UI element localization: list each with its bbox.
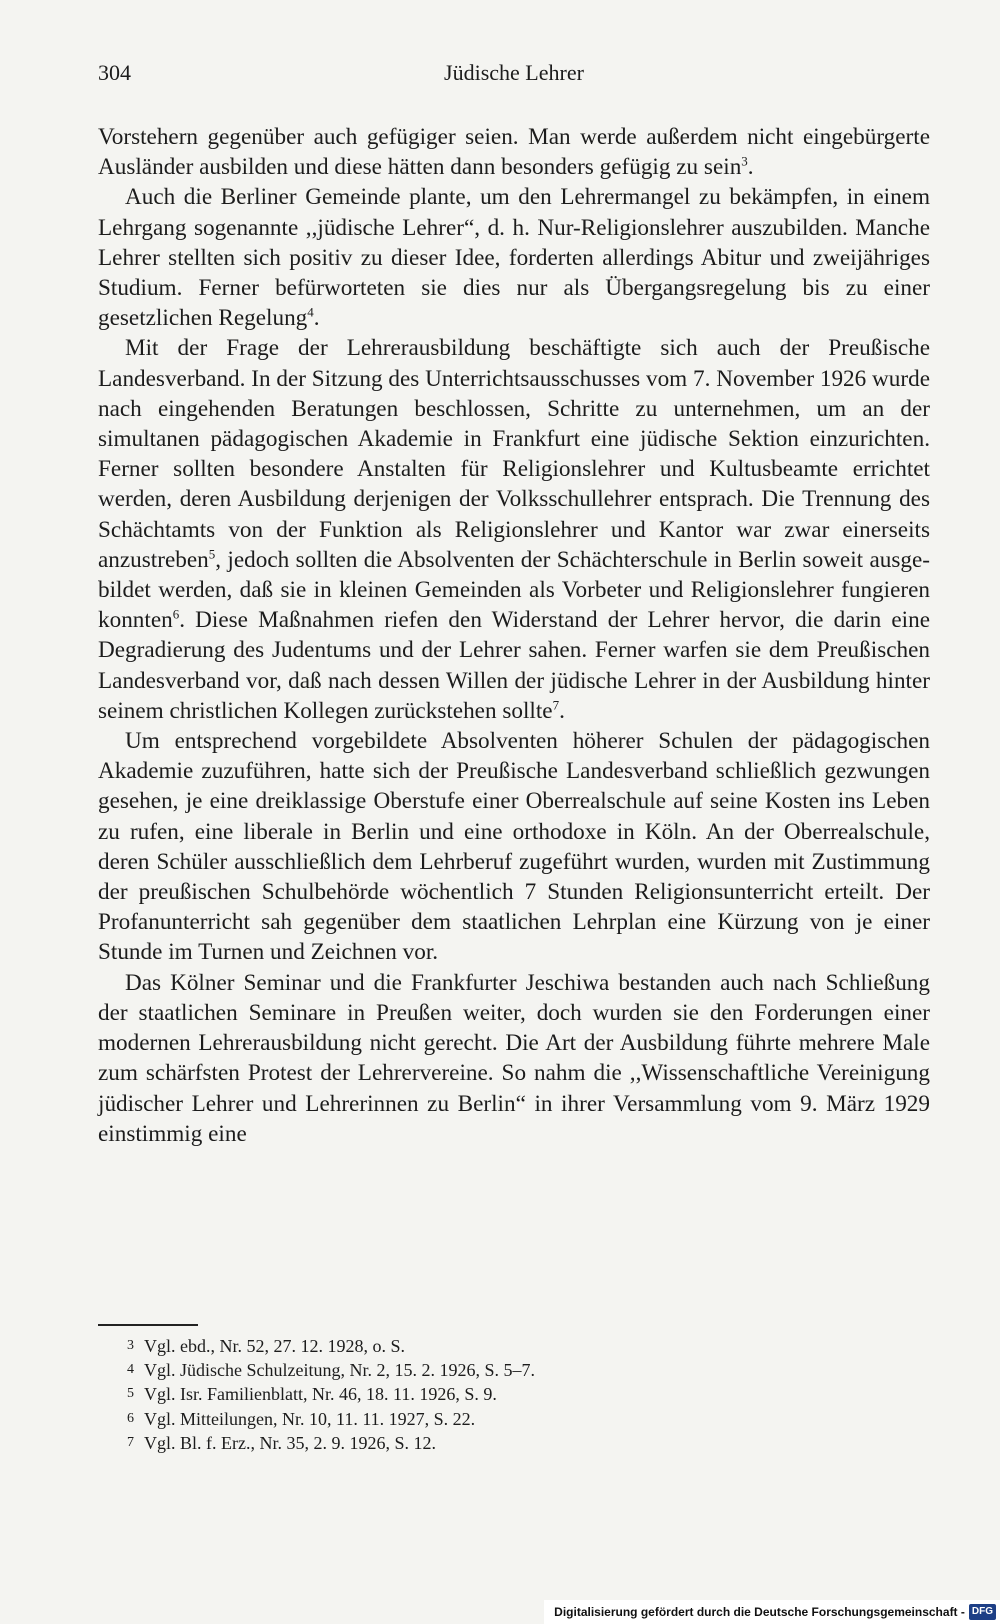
body-text	[98, 122, 930, 1149]
footnote-number: 6	[127, 1410, 134, 1426]
page-number: 304	[98, 60, 131, 85]
footnote	[98, 1431, 930, 1455]
footnote	[98, 1382, 930, 1406]
footnote-reference: 7	[552, 697, 560, 713]
paragraph-text: , jedoch sollten die Absolventen der Schächterschule in Berlin soweit ausgebildet werden, daß sie in kleinen Gemeinden als Vorbeter und Religionslehrer fungieren konnten	[98, 546, 930, 634]
footnote-number: 3	[127, 1338, 134, 1353]
paragraph	[98, 182, 930, 333]
footnote-text: Vgl. Mitteilungen, Nr. 10, 11. 11. 1927, S. 22.	[144, 1408, 476, 1429]
paragraph-text: Das Kölner Seminar und die Frankfurter Jeschiwa bestanden auch nach Schließung der staatlichen Seminare in Preußen weiter, doch wurden sie den Forderungen einer modernen Lehrerausbildung nicht gerecht. Die Art der Ausbildung führte mehrere Male zum schärfsten Protest der Lehrervereine. So nahm die ,,Wissenschaftliche Vereinigung jüdischer Lehrer und Lehrerinnen zu Berlin“ in ihrer Versammlung vom 9. März 1929 einstimmig eine	[98, 969, 930, 1147]
footnote	[98, 1334, 930, 1358]
footnote-number: 7	[127, 1434, 134, 1450]
footnote-reference: 4	[307, 304, 314, 320]
footnote-number: 4	[127, 1362, 134, 1378]
footnote-text: Vgl. Bl. f. Erz., Nr. 35, 2. 9. 1926, S. 12.	[144, 1432, 436, 1453]
paragraph-text: Mit der Frage der Lehrerausbildung beschäftigte sich auch der Preußische Landesverband. In der Sitzung des Unterrichtsausschusses vom 7. November 1926 wurde nach eingehenden Beratungen beschlossen, Schritte zu unternehmen, um an der simultanen pädagogischen Akademie in Frankfurt eine jüdische Sektion einzurichten. Ferner sollten besondere Anstalten für Religionslehrer und Kultusbeamte errichtet werden, deren Ausbildung derjenigen der Volksschullehrer entsprach. Die Trennung des Schächtamts von der Funktion als Religionslehrer und Kantor war zwar einerseits anzustreben	[98, 335, 930, 573]
paragraph-text: .	[313, 305, 320, 332]
dfg-logo: DFG	[969, 1604, 996, 1620]
paragraph-text: .	[559, 697, 565, 724]
footnote	[98, 1358, 930, 1382]
funding-banner-text: Digitalisierung gefördert durch die Deutsche Forschungsgemeinschaft -	[554, 1605, 965, 1619]
footnote-reference: 6	[172, 606, 180, 622]
paragraph	[98, 122, 930, 182]
paragraph	[98, 726, 930, 968]
paragraph	[98, 968, 930, 1149]
paragraph-text: Auch die Berliner Gemeinde plante, um den Lehrermangel zu bekämpfen, in einem Lehrgang sogenannte ,,jüdische Lehrer“, d. h. Nur-Religionslehrer auszubilden. Manche Lehrer stellten sich positiv zu dieser Idee, forderten allerdings Abitur und zweijähriges Studium. Ferner befürworteten sie dies nur als Übergangsregelung bis zu einer gesetzlichen Regelung	[98, 184, 930, 332]
footnote-number: 5	[127, 1386, 134, 1402]
footnote-reference: 3	[741, 153, 748, 169]
footnote-reference: 5	[208, 546, 216, 562]
funding-banner	[544, 1600, 1000, 1624]
footnotes	[98, 1334, 930, 1455]
paragraph-text: Vorstehern gegenüber auch gefügiger seien. Man werde außerdem nicht eingebürgerte Ausländer ausbilden und diese hätten dann besonders gefügig zu sein	[98, 124, 930, 181]
footnote-text: Vgl. Isr. Familienblatt, Nr. 46, 18. 11. 1926, S. 9.	[144, 1384, 497, 1405]
footnote-text: Vgl. Jüdische Schulzeitung, Nr. 2, 15. 2. 1926, S. 5–7.	[144, 1360, 535, 1381]
running-title: Jüdische Lehrer	[444, 60, 584, 85]
paragraph-text: . Diese Maßnahmen riefen den Widerstand der Lehrer hervor, die darin eine Degradierung des Judentums und der Lehrer sahen. Ferner warfen sie dem Preußischen Landesverband vor, daß nach dessen Willen der jüdische Lehrer in der Ausbildung hinter seinem christlichen Kollegen zurückstehen sollte	[98, 607, 930, 724]
footnote	[98, 1407, 930, 1431]
paragraph-text: .	[747, 154, 754, 181]
paragraph	[98, 333, 930, 726]
page-header	[98, 60, 930, 90]
footnote-divider	[98, 1324, 198, 1326]
paragraph-text: Um entsprechend vorgebildete Absolventen höherer Schulen der pädagogischen Akademie zuzuführen, hatte sich der Preußische Landesverband schließlich gezwungen gesehen, je eine dreiklassige Oberstufe einer Oberrealschule auf seine Kosten ins Leben zu rufen, eine liberale in Berlin und eine orthodoxe in Köln. An der Oberrealschule, deren Schüler ausschließlich dem Lehrberuf zugeführt wurden, wurden mit Zustimmung der preußischen Schulbehörde wöchentlich 7 Stunden Religionsunterricht erteilt. Der Profanunterricht sah gegenüber dem staatlichen Lehrplan eine Kürzung von je einer Stunde im Turnen und Zeichnen vor.	[98, 728, 930, 966]
footnote-text: Vgl. ebd., Nr. 52, 27. 12. 1928, o. S.	[144, 1336, 405, 1356]
